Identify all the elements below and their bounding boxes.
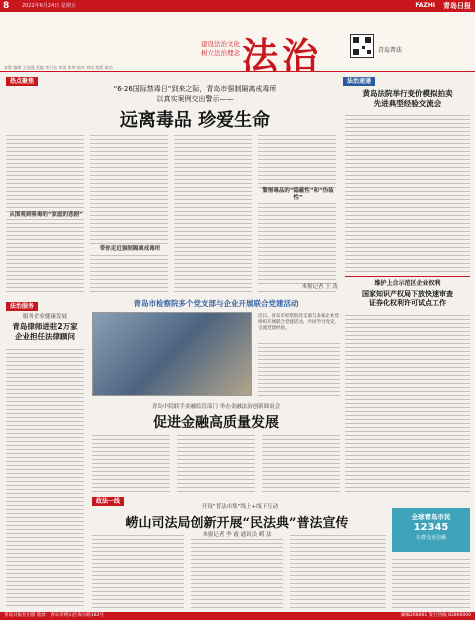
slogan-line-2: 树立法治理念 (201, 49, 240, 57)
procuratorate-caption: 近日，青岛市检察院党支部与多家企业党组织开展联合党建活动，共同学习党史，交流党建经验。 (258, 314, 339, 331)
footer-left: 青岛日报社出版 地址：青岛市崂山区海尔路182号 (4, 613, 105, 618)
finance-kicker: 青岛中院联手金融监管部门 举办金融法治创新圆桌会 (151, 404, 281, 410)
bottom-tag: 政法一线 (92, 497, 124, 506)
lead-subhead-3: 警惕毒品的“隐蔽性”和“伪装性” (258, 188, 338, 202)
bottom-headline: 崂山司法局创新开展“民法典”普法宣传 (125, 516, 349, 531)
footer-right: 邮编266061 发行热线 82860000 (401, 613, 471, 618)
lead-subhead-2: 带你走近强制隔离戒毒所 (90, 246, 170, 253)
finance-column-3 (262, 432, 340, 492)
legal-service-body (6, 346, 84, 608)
right-headline (345, 89, 470, 109)
page-number: 8 (3, 1, 10, 11)
right-item-2-body (345, 312, 470, 492)
right-headline-line-2: 先进典型经验交流会 (373, 99, 442, 108)
qr-code-icon (350, 34, 374, 58)
right-item-2-line-1: 国家知识产权局下放快速审查 (362, 290, 453, 298)
bottom-column-3 (290, 532, 386, 608)
hotline-ad-title: 全球青岛市民 (411, 513, 451, 521)
section-slogan (150, 40, 240, 58)
finance-column-1 (92, 432, 170, 492)
lead-byline: 本报记者 王 涛 (258, 284, 338, 291)
right-column-tag: 法治速递 (343, 77, 375, 86)
procuratorate-body (258, 340, 340, 396)
legal-service-tag: 法治服务 (6, 302, 38, 311)
hotline-ad-footer: 让群众更信赖 (415, 535, 446, 541)
right-item-2-headline (345, 290, 470, 308)
newspaper-brand: 青岛日报 (443, 2, 471, 10)
right-headline-line-1: 黄岛法院举行变价模拟拍卖 (362, 89, 453, 98)
lead-kicker (60, 84, 330, 104)
page-footer (0, 612, 475, 620)
editors-line: 本版 编辑 王国强 美编 李卫东 审读 张华 校对 刘成 组版 陈功 (4, 65, 113, 70)
procuratorate-photo (92, 312, 252, 396)
lead-column-3 (174, 132, 252, 292)
legal-service-headline-line-2: 企业担任法律顾问 (15, 332, 75, 341)
right-article-body (345, 112, 470, 272)
lead-headline: 远离毒品 珍爱生命 (119, 110, 271, 131)
lead-column-4 (258, 132, 336, 292)
legal-service-headline (6, 322, 84, 342)
legal-service-kicker: 服务企业健康发展 (22, 314, 67, 320)
lead-kicker-line-2: 以真实案例交出警示—— (156, 95, 234, 103)
qr-label: 青岛普法 (378, 47, 403, 54)
right-item-2-title: 维护上合示范区企业权利 (374, 280, 441, 287)
hotline-ad-number: 12345 (413, 522, 449, 533)
legal-service-headline-line-1: 青岛律师进驻2万家 (12, 322, 78, 331)
bottom-byline: 本报记者 李 霞 通讯员 崂 法 (191, 532, 283, 539)
finance-column-2 (177, 432, 255, 492)
bottom-column-1 (92, 532, 184, 608)
lead-column-2 (90, 132, 168, 292)
procuratorate-title: 青岛市检察院多个党支部与企业开展联合党建活动 (133, 299, 299, 308)
section-title: 法治 (242, 35, 323, 77)
lead-kicker-line-1: “6·26国际禁毒日”到来之际，青岛市强制隔离戒毒所 (113, 85, 277, 93)
ad-footnote-text (392, 556, 470, 608)
bottom-kicker: 开设“普法市集”线上+线下互动 (201, 504, 279, 510)
lead-subhead-1: 从围观到吸毒的“家庭的悲剧” (6, 212, 86, 219)
right-divider (345, 276, 470, 277)
top-bar (0, 0, 475, 12)
hot-topic-tag: 热点聚焦 (6, 77, 38, 86)
hotline-ad (392, 508, 470, 552)
issue-date: 2022年6月24日 星期五 (22, 3, 76, 9)
slogan-line-1: 建设法治文化 (201, 40, 240, 48)
section-latin: FAZHI (415, 2, 435, 9)
right-item-2-line-2: 证券化权利许可试点工作 (369, 299, 446, 307)
bottom-column-2 (191, 532, 283, 608)
finance-headline: 促进金融高质量发展 (153, 415, 279, 431)
